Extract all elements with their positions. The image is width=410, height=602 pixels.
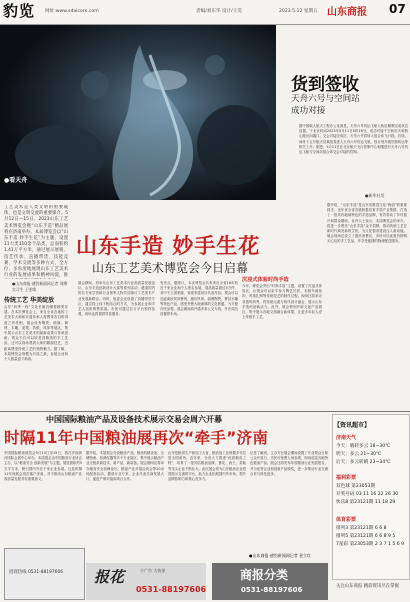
story-subtitle: 天舟六号与空间站 <box>291 94 360 104</box>
headline: 山东手造 妙手生花 <box>76 233 261 258</box>
slogan: 关注山东商报 精彩资讯尽在掌握 <box>336 584 399 589</box>
story-title: 货到签收 <box>291 75 359 95</box>
subheading: 沉浸式体验时尚手造 <box>242 277 289 283</box>
reporter-byline: ●山东商报·速豹新闻网记者 金立红 <box>249 553 312 558</box>
article-column: 有亮点，据统计，本次博览会共有来自全省16市的近千家企业和个人报名参展，展品数量超过5万件，其中不乏国家级、省级非遗项目代表作品。观众可以近距离欣赏到鲁绣、潍坊风筝、淄博陶瓷、曹县木雕等特色产品，感受齐鲁大地深厚的文化底蕴。为方便市民参观，展会期间将开通多条公交专线，并在周边设置停车场。 <box>160 281 238 317</box>
article-body: 山东“四季一线”文化长廊沉睡着精美非遗。在本次博览会上，来自全省各地的工艺美术大师和非遗传承人将携带各自的得意之作亮相。展会设有陶瓷、琉璃、刺绣、木雕、泥塑、剪纸、风筝等展区，集中展示山东工艺美术的最新成果与传承创新。观众不仅可以欣赏到精美的手工艺品，还可以现场观看大师的精湛技艺，近距离感受传统工艺的独特魅力。据了解，本届博览会规模为历届之最，参展企业和个人数量创下新高。 <box>4 305 68 362</box>
sports-lottery-label: 体育彩票 <box>336 517 357 523</box>
ad-subtitle: 小广告 大效果 <box>140 568 166 573</box>
ad-title: 报花 <box>94 568 125 586</box>
lottery-line: 双色球 第23053期 <box>336 484 376 489</box>
weather-line: 后天：多云转晴 23~34℃ <box>336 460 391 465</box>
subheadline: 山东工艺美术博览会今日启幕 <box>92 261 249 275</box>
website-url: 网址:www.sdaicore.com <box>45 9 99 14</box>
lottery-label: 福利彩票 <box>336 475 357 481</box>
headline: 时隔11年中国粮油展再次“牵手”济南 <box>4 429 269 447</box>
exhibition-photo <box>0 25 276 200</box>
reporter-byline: ●山东商报·速豹新闻网记者 刘傅 实习生 王雯晴 <box>12 281 68 292</box>
ad-title: 商报分类 <box>240 568 289 582</box>
story-body: 据中国载人航天工程办公室消息，天舟六号货运飞船入轨后顺利完成状态设置，于北京时间2023年5月11日5时16分，成功对接于空间站天和核心舱后向端口。交会对接完成后，天舟六号将转入组合体飞行段。后续，神舟十五号航天员乘组将进入天舟六号货运飞船，按计划开展货物转运等相关工作。据悉，5月11日在北京航天飞行控制中心相继进行天舟六号货运飞船与空间站组合体交会对接的控制。 <box>299 124 408 155</box>
issue-date: 2023.5.12 星期五 <box>279 9 318 14</box>
intro-paragraph: 工艺美术是人类文明的重要载体，也是文明交流的重要媒介。5月12日—15日，2023山东工艺美术博览会暨“山东手造”精品展将在济南举办。本届博览会以“山东手造 妙手生花”为主题，设置11大类110余个品类，总面积约1.41万平方米，通过展示展销、技艺传承、直播带货、技能竞赛、学术交流等多种方式，全方位、多角度地展现山东工艺美术行业的发展成果和精神风貌，推 <box>4 205 68 279</box>
sports-lottery-line: 排列5 第23121期 6 6 8 9 5 <box>336 534 396 539</box>
article-column: 中国国际粮油展览会5月13日至15日，将在济南黄河国际会展中心举办。本届展会由中国粮食行业协会主办，以“粮油安全 创新发展”为主题，展览面积约5万平方米，吸引国内外近千家企业参展。这是时隔11年该展会再次落户济南，对于推动山东粮油产业高质量发展具有重要意义。 <box>4 451 82 482</box>
article-column: 山东是粮食生产和加工大省，粮油加工业规模多年位居全国前列。近年来，全省大力推进“优质粮食工程”，培育了一批知名粮油品牌，鲁花、西王、香驰等龙头企业不断壮大。此次展会将为山东粮油企业搭建展示交流的平台，助力企业拓展国内外市场，提升品牌影响力和核心竞争力。 <box>168 451 246 482</box>
article-column: 记者了解到，主办方在展会期间设置了专业观众日和公众开放日，市民可免费入场参观，现场品鉴各地特色粮油产品。展会还将发布年度粮油行业发展报告，并为优秀企业和创新产品颁奖，进一步推动行业交流合作与科技进步。 <box>250 451 328 476</box>
sports-lottery-line: 7星彩 第23053期 2 3 7 1 5 6 9 <box>336 542 405 547</box>
weather-line: 明天：多云 21~30℃ <box>336 452 382 457</box>
lottery-line: 开奖号码 03 11 16 22 26 30 <box>336 492 399 497</box>
page-number: 07 <box>389 2 406 16</box>
article-column: 据介绍，本届展会分设粮油产品、粮油机械设备、仓储物流、检测仪器等多个专业展区，集中展示粮油产业全链条新技术、新产品、新装备。展会期间还将举办粮食安全高峰论坛、粮油产业对接洽谈会等20余场配套活动，邀请行业专家、企业代表共商发展大计，促进产销对接和项目合作。 <box>86 451 164 482</box>
weather-label: 济南天气 <box>336 435 357 441</box>
article-column: 今年，博览会突出“时尚手造”主题，设置了沉浸式体验区，让观众可以亲手参与陶艺拉坯、木版年画拓印、风筝扎制等传统技艺的制作过程。现场还将举办非遗时尚秀，将传统元素与现代设计融合，展示山东手造的创新活力。此外，展会特别开辟文创产品展区，集中展示各地文旅融合新成果，让更多年轻人爱上传统手工艺。 <box>242 284 322 320</box>
info-header: 【资讯超市】 <box>334 422 371 429</box>
newspaper-name: 山东商报 <box>327 7 367 18</box>
editors-credit: 责编/刘东华 设计/王雯 <box>196 9 242 14</box>
subheading: 传统工艺 华美绽放 <box>4 297 55 304</box>
sports-lottery-line: 排列3 第23121期 6 6 8 <box>336 526 387 531</box>
section-logo: 豹览 <box>3 2 36 20</box>
story-subtitle: 成功对接 <box>291 106 326 116</box>
section-divider <box>0 411 410 412</box>
photo-credit: ●看天舟 <box>4 177 28 184</box>
ad-phone: 0531-88197606 <box>136 585 207 594</box>
lead-photo <box>0 25 276 200</box>
lottery-line: 快乐8 第23121期 11 18 29 <box>336 500 396 505</box>
weather-line: 今天：晴转多云 18~30℃ <box>336 444 391 449</box>
ad-text: 招商热线 0531-88197606 <box>9 570 64 575</box>
article-column: 据介绍，“山东手造”是山东省推进文化“两创”的重要抓手，近年来全省各级积极培育手造产业集群，打造了一批具有地域特色的手造品牌，有效带动了乡村振兴和群众增收。业内人士表示，本届博览会的举办，将进一步擦亮“山东手造”金字招牌，推动传统工艺在新时代焕发新的生机，为文化强省建设注入新动能。展会现场还设立了惠民消费区，市民可以优惠价格购买心仪的手工艺品，并享受便捷的物流配送服务。 <box>327 203 407 244</box>
story-byline: ●新华社发 <box>365 193 385 198</box>
ad-phone: 0531-88197606 <box>241 586 303 594</box>
ad-box <box>4 548 85 600</box>
kicker: 中国国际粮油产品及设备技术展示交易会周六开幕 <box>46 415 222 424</box>
article-column: 展会期间，将举办山东工艺美术行业高质量发展论坛、山东手造创新设计大赛等系列活动，邀请国内知名专家学者和行业领军人物共同探讨工艺美术产业发展新路径。同时，组委会还设置了直播带货专区，通过线上线下相结合的方式，为参展企业和手艺人拓宽销售渠道。市民可通过官方平台预约参观，现场也将提供导览服务。 <box>78 281 155 317</box>
